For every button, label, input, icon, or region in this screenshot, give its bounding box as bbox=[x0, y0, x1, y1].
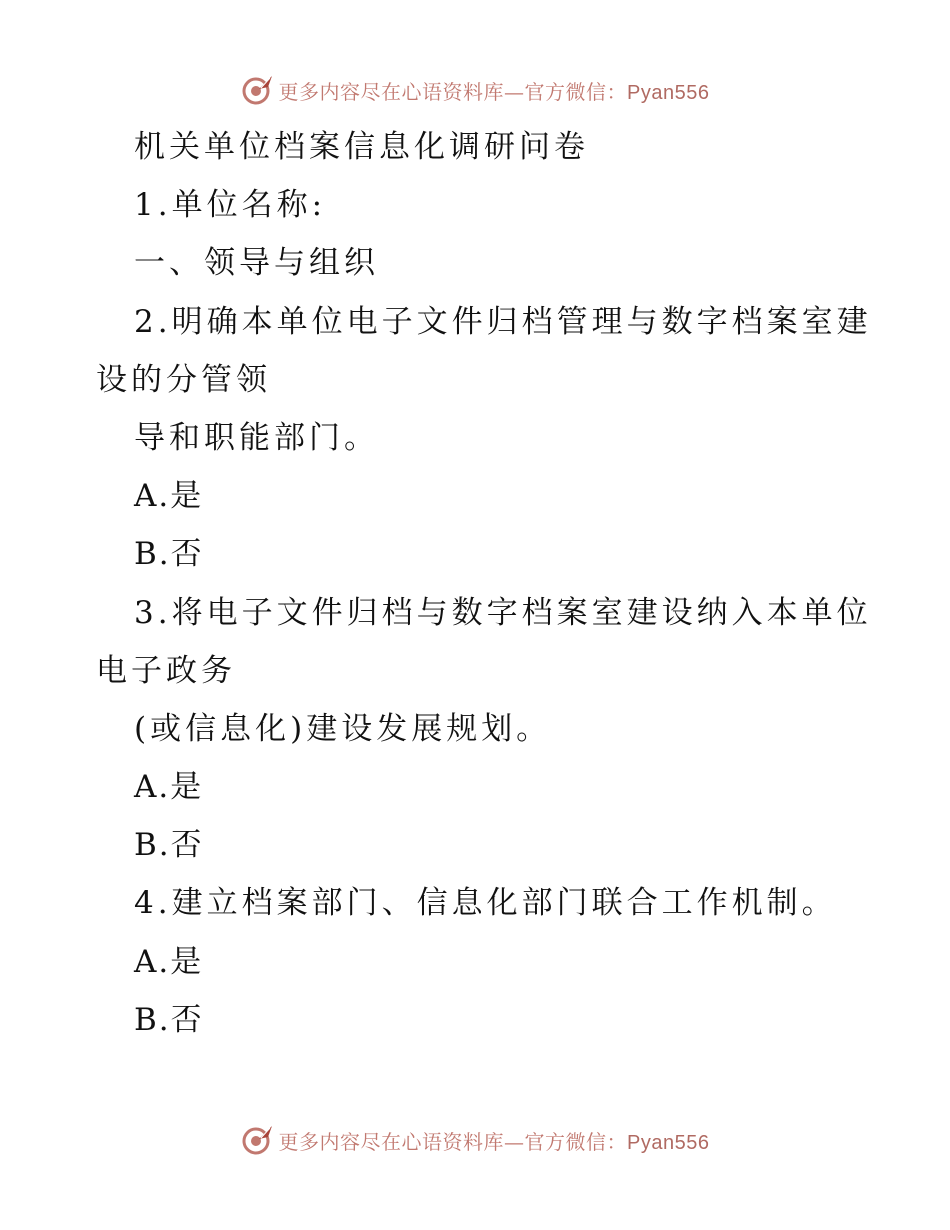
question-2-option-a: A.是 bbox=[134, 478, 204, 515]
header-watermark bbox=[0, 70, 950, 110]
quill-logo-icon bbox=[241, 1123, 275, 1157]
watermark-wechat-id: Pyan556 bbox=[627, 1131, 710, 1154]
watermark-wechat-id: Pyan556 bbox=[627, 81, 710, 104]
question-2-line-2: 设的分管领 bbox=[96, 361, 271, 398]
question-3-option-b: B.否 bbox=[134, 827, 204, 864]
question-1: 1.单位名称: bbox=[134, 187, 327, 224]
question-2-option-b: B.否 bbox=[134, 536, 204, 573]
question-3-line-1: 3.将电子文件归档与数字档案室建设纳入本单位 bbox=[134, 594, 872, 631]
section-heading: 一、领导与组织 bbox=[134, 245, 379, 282]
question-4-option-a: A.是 bbox=[134, 943, 204, 980]
question-2-line-1: 2.明确本单位电子文件归档管理与数字档案室建 bbox=[134, 303, 872, 340]
question-2-line-3: 导和职能部门。 bbox=[134, 419, 379, 456]
watermark-text: 更多内容尽在心语资料库—官方微信： bbox=[278, 1129, 628, 1154]
question-4: 4.建立档案部门、信息化部门联合工作机制。 bbox=[134, 885, 837, 922]
watermark-text: 更多内容尽在心语资料库—官方微信： bbox=[278, 79, 628, 104]
question-3-option-a: A.是 bbox=[134, 769, 204, 806]
question-4-option-b: B.否 bbox=[134, 1001, 204, 1038]
question-3-line-3: (或信息化)建设发展规划。 bbox=[134, 710, 552, 747]
document-body bbox=[96, 118, 872, 1049]
document-title: 机关单位档案信息化调研问卷 bbox=[134, 129, 589, 165]
question-3-line-2: 电子政务 bbox=[96, 652, 236, 689]
footer-watermark bbox=[0, 1120, 950, 1160]
quill-logo-icon bbox=[241, 73, 275, 107]
